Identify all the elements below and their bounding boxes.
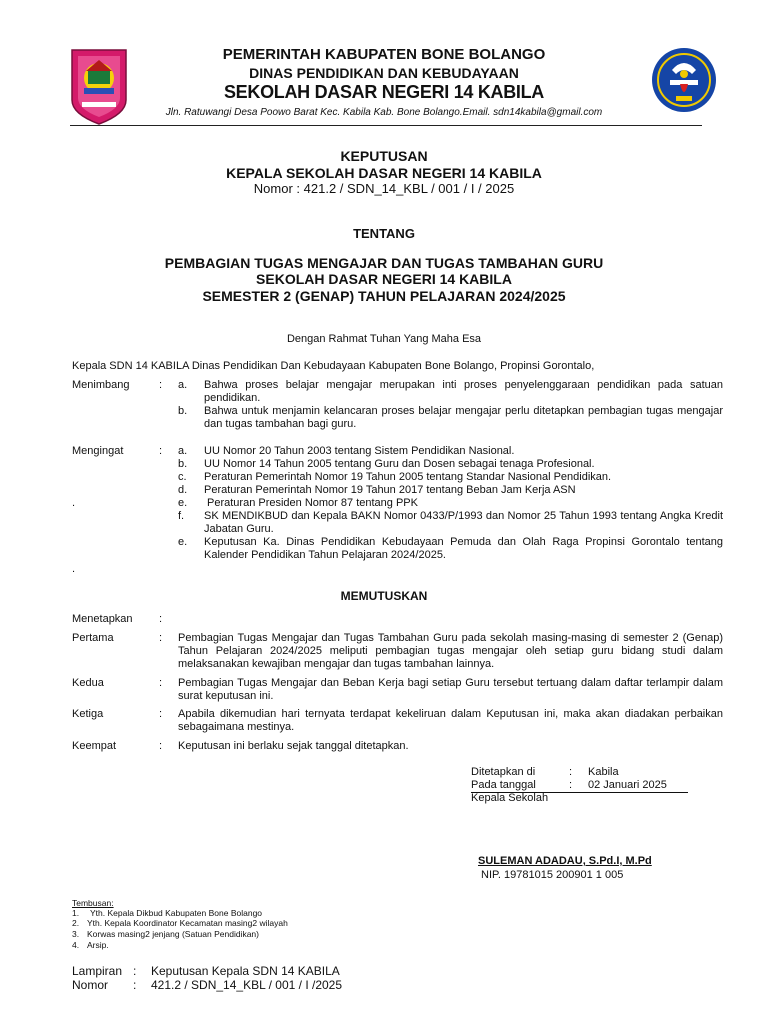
tembusan-item: Arsip. — [87, 940, 109, 950]
letterhead-line2: DINAS PENDIDIKAN DAN KEBUDAYAAN — [249, 65, 519, 81]
doc-issuer: KEPALA SEKOLAH DASAR NEGERI 14 KABILA — [226, 165, 542, 181]
decision-label: Kedua — [72, 677, 104, 689]
tembusan-title: Tembusan: — [72, 898, 114, 908]
decision-text: Keputusan ini berlaku sejak tanggal ditetapkan. — [178, 740, 409, 752]
mengingat-letter: f. — [178, 510, 185, 522]
mengingat-letter: b. — [178, 458, 188, 470]
mengingat-item: Peraturan Pemerintah Nomor 19 Tahun 2005 tentang Standar Nasional Pendidikan. — [204, 471, 612, 483]
sig-tanggal-value: 02 Januari 2025 — [588, 779, 667, 791]
tembusan-num: 1. — [72, 908, 80, 918]
menimbang-colon: : — [159, 379, 163, 391]
tembusan-num: 2. — [72, 918, 80, 928]
lampiran-colon: : — [133, 978, 137, 992]
decision-text: Apabila dikemudian hari ternyata terdapat kekeliruan dalam Keputusan ini, maka akan diadakan perbaikan sebagaimana mestinya. — [178, 708, 723, 733]
memutuskan-heading: MEMUTUSKAN — [340, 589, 428, 603]
decision-label: Menetapkan — [72, 613, 133, 625]
letterhead-address: Jln. Ratuwangi Desa Poowo Barat Kec. Kabila Kab. Bone Bolango.Email. sdn14kabila@gmail.com — [165, 107, 603, 118]
doc-subject-line2: SEKOLAH DASAR NEGERI 14 KABILA — [256, 271, 512, 287]
mengingat-label: Mengingat — [72, 445, 124, 457]
mengingat-item: SK MENDIKBUD dan Kepala BAKN Nomor 0433/P/1993 dan Nomor 25 Tahun 1993 tentang Angka Kredit Jabatan Guru. — [204, 510, 723, 535]
lampiran-label: Lampiran — [72, 964, 123, 978]
decision-colon: : — [159, 632, 163, 644]
lampiran-nomor-value: 421.2 / SDN_14_KBL / 001 / I /2025 — [151, 978, 343, 992]
tembusan-num: 4. — [72, 940, 80, 950]
tembusan-item: Korwas masing2 jenjang (Satuan Pendidikan) — [87, 929, 259, 939]
menimbang-item: Bahwa untuk menjamin kelancaran proses belajar mengajar perlu ditetapkan pembagian tugas mengajar dan tugas tambahan bagi guru. — [204, 405, 723, 430]
mengingat-item: Peraturan Pemerintah Nomor 19 Tahun 2017 tentang Beban Jam Kerja ASN — [204, 484, 576, 496]
decision-colon: : — [159, 613, 163, 625]
decision-text: Pembagian Tugas Mengajar dan Tugas Tambahan Guru pada sekolah masing-masing di semester 2 (Genap) Tahun Pelajaran 2024/2025 meliputi pembagian tugas mengajar oleh setiap guru bidang studi dalam melaksanakan kewajiban mengajar dan tugas tambahan lainnya. — [178, 632, 723, 670]
doc-intro: Kepala SDN 14 KABILA Dinas Pendidikan Dan Kebudayaan Kabupaten Bone Bolango, Propinsi Gorontalo, — [72, 360, 595, 372]
decision-label: Ketiga — [72, 708, 104, 720]
tembusan-num: 3. — [72, 929, 80, 939]
sig-role: Kepala Sekolah — [471, 792, 549, 804]
sig-colon: : — [569, 779, 573, 791]
mengingat-letter: e. — [178, 497, 188, 509]
sig-name: SULEMAN ADADAU, S.Pd.I, M.Pd — [478, 855, 652, 867]
mengingat-letter: a. — [178, 445, 188, 457]
tembusan-item: Yth. Kepala Dikbud Kabupaten Bone Bolango — [90, 908, 263, 918]
decision-label: Pertama — [72, 632, 114, 644]
tembusan-item: Yth. Kepala Koordinator Kecamatan masing2 wilayah — [87, 918, 288, 928]
decision-text: Pembagian Tugas Mengajar dan Beban Kerja bagi setiap Guru tersebut tertuang dalam daftar terlampir dalam surat keputusan ini. — [178, 677, 723, 702]
mengingat-letter: d. — [178, 484, 188, 496]
mengingat-item: Keputusan Ka. Dinas Pendidikan Kebudayaan Pemuda dan Olah Raga Propinsi Gorontalo tentang Kalender Pendidikan Tahun Pelajaran 2024/2025. — [204, 536, 723, 561]
decision-colon: : — [159, 677, 163, 689]
doc-subject-line1: PEMBAGIAN TUGAS MENGAJAR DAN TUGAS TAMBAHAN GURU — [164, 255, 604, 271]
doc-rahmat: Dengan Rahmat Tuhan Yang Maha Esa — [286, 333, 482, 345]
lampiran-nomor-label: Nomor — [72, 978, 109, 992]
menimbang-letter: a. — [178, 379, 188, 391]
letterhead-line1: PEMERINTAH KABUPATEN BONE BOLANGO — [222, 46, 546, 63]
doc-tentang: TENTANG — [353, 226, 415, 241]
doc-title: KEPUTUSAN — [340, 148, 428, 164]
mengingat-letter: c. — [178, 471, 187, 483]
mengingat-item: Peraturan Presiden Nomor 87 tentang PPK — [207, 497, 418, 509]
decision-label: Keempat — [72, 740, 117, 752]
sig-colon: : — [569, 766, 573, 778]
lampiran-colon: : — [133, 964, 137, 978]
decision-colon: : — [159, 708, 163, 720]
sig-ditetapkan-label: Ditetapkan di — [471, 766, 536, 778]
sig-nip: NIP. 19781015 200901 1 005 — [481, 869, 624, 881]
menimbang-label: Menimbang — [72, 379, 130, 391]
mengingat-letter: e. — [178, 536, 188, 548]
doc-number: Nomor : 421.2 / SDN_14_KBL / 001 / I / 2025 — [253, 181, 515, 196]
sig-tanggal-label: Pada tanggal — [471, 779, 536, 791]
letterhead-rule — [70, 125, 702, 126]
mengingat-item: UU Nomor 20 Tahun 2003 tentang Sistem Pendidikan Nasional. — [204, 445, 515, 457]
mengingat-colon: : — [159, 445, 163, 457]
lampiran-value: Keputusan Kepala SDN 14 KABILA — [151, 964, 340, 978]
menimbang-letter: b. — [178, 405, 188, 417]
doc-subject-line3: SEMESTER 2 (GENAP) TAHUN PELAJARAN 2024/2025 — [202, 288, 566, 304]
menimbang-item: Bahwa proses belajar mengajar merupakan inti proses penyelenggaraan pendidikan pada satuan pendidikan. — [204, 379, 723, 404]
sig-ditetapkan-value: Kabila — [588, 766, 619, 778]
mengingat-dot: . — [72, 497, 76, 509]
letterhead-school-name: SEKOLAH DASAR NEGERI 14 KABILA — [223, 82, 545, 102]
mengingat-dot: . — [72, 563, 76, 575]
decision-colon: : — [159, 740, 163, 752]
mengingat-item: UU Nomor 14 Tahun 2005 tentang Guru dan Dosen sebagai tenaga Profesional. — [204, 458, 595, 470]
